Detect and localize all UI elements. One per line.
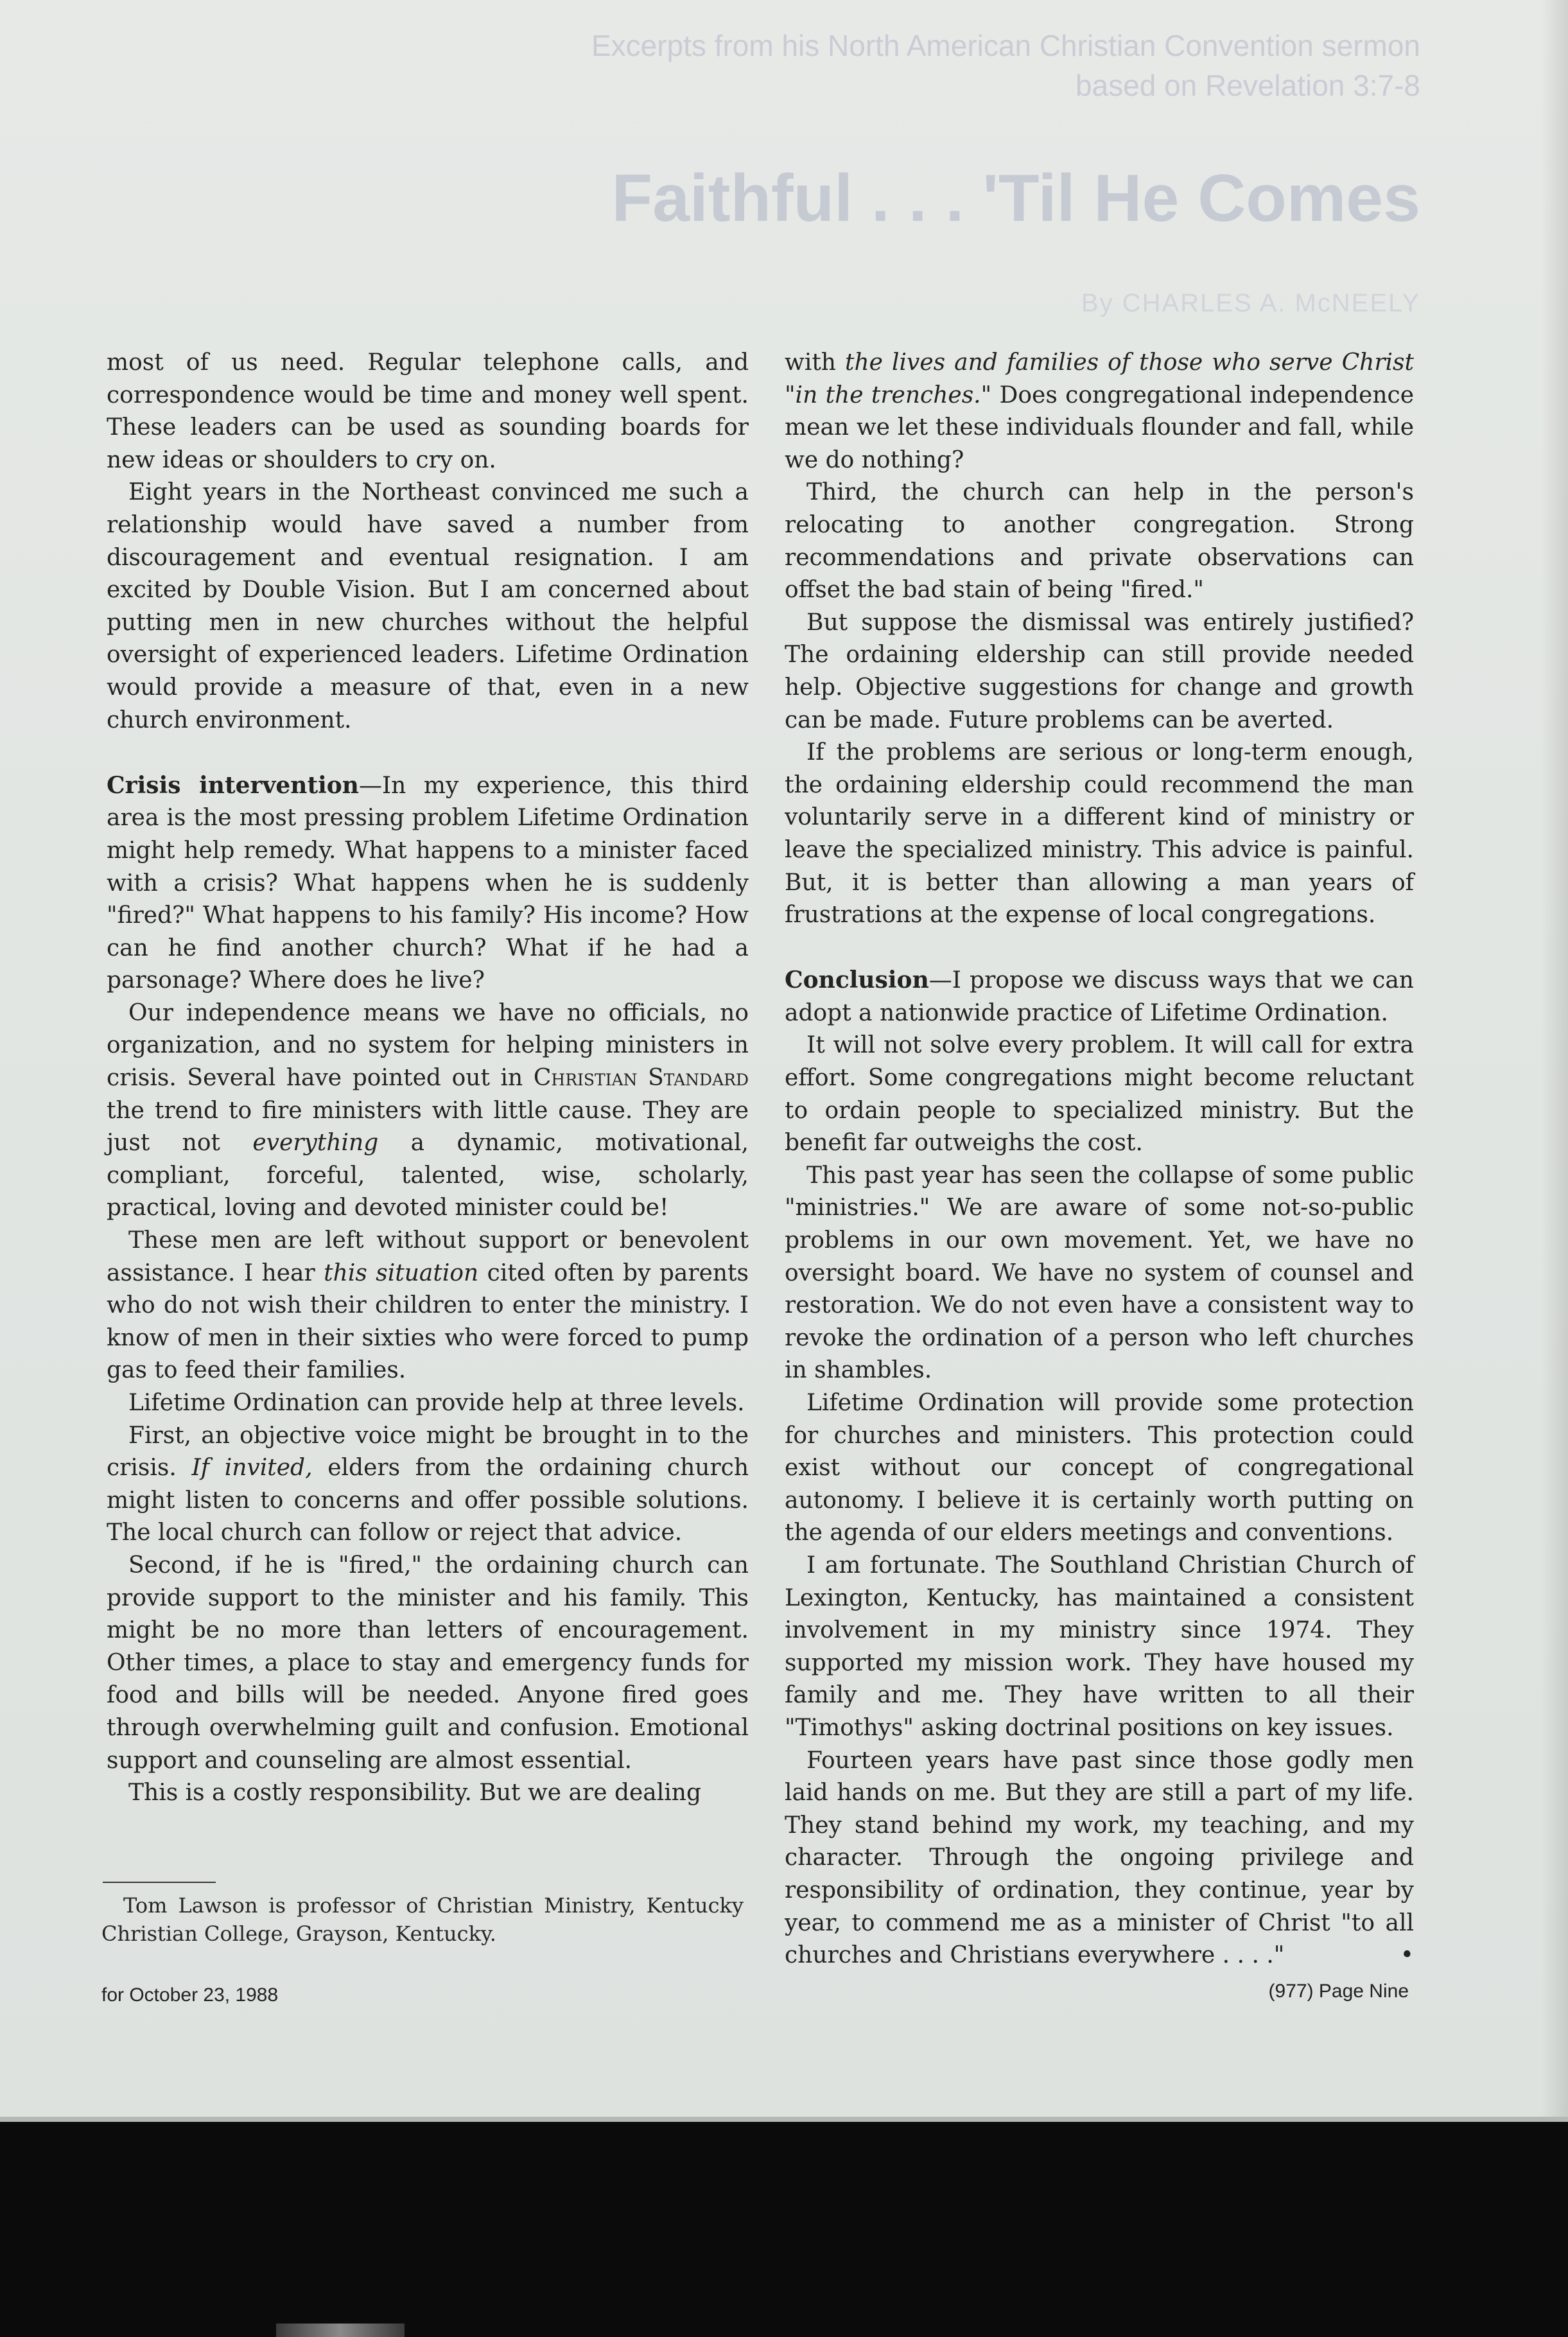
- bleed-through-byline: By CHARLES A. McNEELY: [1081, 289, 1420, 317]
- paragraph: [785, 1745, 1414, 1972]
- author-footnote: [101, 1891, 744, 1948]
- bleed-through-subtitle-line1: Excerpts from his North American Christian Convention sermon: [591, 29, 1420, 62]
- paragraph: This past year has seen the collapse of some public "ministries." We are aware of some not-so-public problems in our own movement. Yet, we have no oversight board. We have no system of counsel and restoration. We do not even have a consistent way to revoke the ordination of a person who left churches in shambles.: [785, 1162, 1414, 1384]
- section-text: —In my experience, this third area is the most pressing problem Lifetime Ordination might help remedy. What happens to a minister faced with a crisis? What happens when he is suddenly "fired?" What happens to his family? His income? How can he find another church? What if he had a parsonage? Where does he live?: [107, 772, 749, 994]
- section-heading: Crisis intervention: [107, 771, 359, 799]
- text-run: a dynamic, motivational, compliant, forceful, talented, wise, scholarly, practical, loving and devoted minister could be!: [107, 1130, 749, 1221]
- bleed-through-title: Faithful . . . 'Til He Comes: [611, 161, 1420, 236]
- page-bottom-edge: [0, 2117, 1568, 2122]
- text-run: Fourteen years have past since those godly men laid hands on me. But they are still a part of my life. They stand behind my work, my teaching, and my character. Through the ongoing privilege and responsibility of ordination, they continue, year by year, to commend me as a minister of Christ "to all churches and Christians everywhere . . . .": [785, 1747, 1414, 1969]
- text-run: These men are left without support or benevolent assistance. I hear: [107, 1227, 749, 1286]
- paragraph: most of us need. Regular telephone calls, and correspondence would be time and money well spent. These leaders can be used as sounding boards for new ideas or shoulders to cry on.: [107, 349, 749, 473]
- paragraph: Third, the church can help in the person's relocating to another congregation. Strong recommendations and private observations can offset the bad stain of being "fired.": [785, 479, 1414, 604]
- paragraph: This is a costly responsibility. But we are dealing: [128, 1780, 702, 1807]
- emphasis: the lives and families of those who serve Christ "in the trenches.": [785, 349, 1414, 408]
- paragraph: [107, 1420, 749, 1550]
- text-run: Does congregational independence mean we let these individuals flounder and fall, while we do nothing?: [785, 381, 1414, 473]
- text-run: the trend to fire ministers with little cause. They are just not: [107, 1097, 749, 1157]
- text-run: Our independence means we have no officials, no organization, and no system for helping ministers in crisis. Several have pointed out in: [107, 999, 749, 1092]
- footnote-rule: [103, 1882, 216, 1883]
- paragraph: [107, 997, 749, 1225]
- paragraph: [785, 347, 1414, 477]
- emphasis: this situation: [324, 1259, 479, 1286]
- issue-date: for October 23, 1988: [101, 1984, 279, 2006]
- end-of-article-bullet: •: [1400, 1942, 1414, 1969]
- publication-name: Christian Standard: [533, 1065, 749, 1092]
- paragraph: Lifetime Ordination can provide help at three levels.: [128, 1390, 745, 1416]
- text-run: First, an objective voice might be brought in to the crisis.: [107, 1422, 749, 1482]
- crisis-intervention-section: [107, 769, 749, 997]
- text-run: elders from the ordaining church might listen to concerns and offer possible solutions. The local church can follow or reject that advice.: [107, 1455, 749, 1546]
- paragraph: Lifetime Ordination will provide some protection for churches and ministers. This protection could exist without our concept of congregational autonomy. I believe it is certainly worth putting on the agenda of our elders meetings and conventions.: [785, 1390, 1414, 1546]
- page-gutter-shadow: [1541, 0, 1568, 2119]
- text-run: cited often by parents who do not wish their children to enter the ministry. I know of men in their sixties who were forced to pump gas to feed their families.: [107, 1259, 749, 1384]
- left-column: [107, 347, 749, 1810]
- paragraph: [107, 1225, 749, 1387]
- bleed-through-subtitle-line2: based on Revelation 3:7-8: [1075, 69, 1420, 102]
- paragraph: But suppose the dismissal was entirely justified? The ordaining eldership can still provide needed help. Objective suggestions for change and growth can be made. Future problems can be averted.: [785, 609, 1414, 733]
- emphasis: If invited,: [191, 1455, 313, 1482]
- footnote-text: Tom Lawson is professor of Christian Ministry, Kentucky Christian College, Grayson, Kentucky.: [101, 1893, 744, 1946]
- paragraph: Second, if he is "fired," the ordaining church can provide support to the minister and his family. This might be no more than letters of encouragement. Other times, a place to stay and emergency funds for food and bills will be needed. Anyone fired goes through overwhelming guilt and confusion. Emotional support and counseling are almost essential.: [107, 1552, 749, 1774]
- text-run: with: [785, 349, 845, 376]
- scanner-strip: [276, 2324, 405, 2337]
- conclusion-section: [785, 964, 1414, 1029]
- paragraph: If the problems are serious or long-term enough, the ordaining eldership could recommend the man voluntarily serve in a different kind of ministry or leave the specialized ministry. This advice is painful. But, it is better than allowing a man years of frustrations at the expense of local congregations.: [785, 739, 1414, 929]
- paragraph: It will not solve every problem. It will call for extra effort. Some congregations might become reluctant to ordain people to specialized ministry. But the benefit far outweighs the cost.: [785, 1032, 1414, 1157]
- bleed-through-subtitle: [586, 26, 1420, 105]
- section-heading: Conclusion: [785, 967, 929, 994]
- paragraph: I am fortunate. The Southland Christian Church of Lexington, Kentucky, has maintained a consistent involvement in my ministry since 1974. They supported my mission work. They have housed my family and me. They have written to all their "Timothys" asking doctrinal positions on key issues.: [785, 1552, 1414, 1741]
- page-number: (977) Page Nine: [1268, 1981, 1409, 2002]
- right-column: [785, 347, 1414, 1972]
- section-text: —I propose we discuss ways that we can adopt a nationwide practice of Lifetime Ordination.: [785, 967, 1414, 1026]
- emphasis: everything: [252, 1130, 379, 1157]
- paragraph: Eight years in the Northeast convinced me such a relationship would have saved a number from discouragement and eventual resignation. I am excited by Double Vision. But I am concerned about putting men in new churches without the helpful oversight of experienced leaders. Lifetime Ordination would provide a measure of that, even in a new church environment.: [107, 479, 749, 733]
